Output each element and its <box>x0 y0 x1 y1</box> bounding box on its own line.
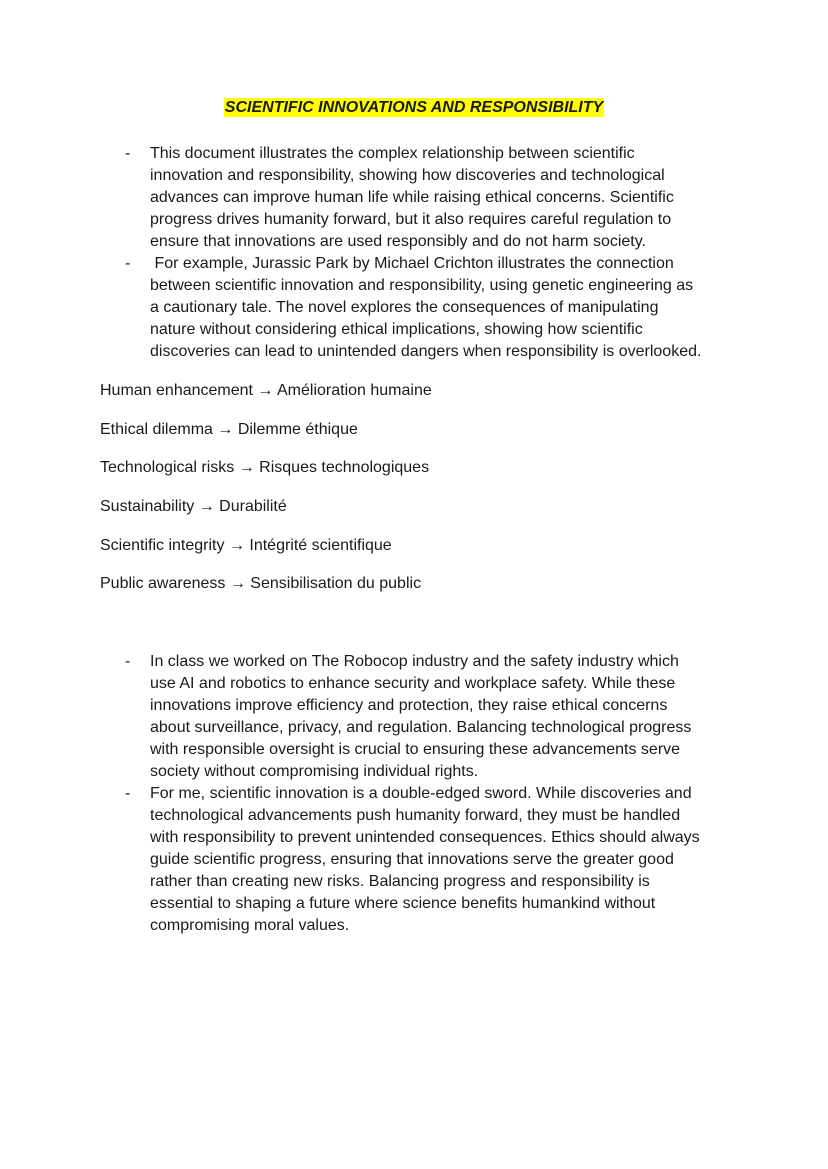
paragraph-line: For me, scientific innovation is a double-edged sword. While discoveries and <box>150 785 692 802</box>
document-title <box>0 99 828 117</box>
bullet-item <box>0 143 828 253</box>
vocabulary-list <box>100 380 432 612</box>
paragraph-line: nature without considering ethical implications, showing how scientific <box>150 321 643 338</box>
bullet-item <box>0 651 828 783</box>
paragraph-line: with responsibility to prevent unintended consequences. Ethics should always <box>150 829 700 846</box>
paragraph-line: technological advancements push humanity forward, they must be handled <box>150 807 681 824</box>
paragraph-line: use AI and robotics to enhance security and workplace safety. While these <box>150 675 676 692</box>
bullet-paragraph <box>150 651 828 783</box>
paragraph-line: progress drives humanity forward, but it also requires careful regulation to <box>150 211 672 228</box>
paragraph-line: between scientific innovation and responsibility, using genetic engineering as <box>150 277 694 294</box>
paragraph-line: society without compromising individual rights. <box>150 763 479 780</box>
bullet-dash: - <box>125 653 131 670</box>
intro-bullet-list <box>0 143 828 363</box>
paragraph-line: with responsible oversight is crucial to ensuring these advancements serve <box>150 741 681 758</box>
paragraph-line: For example, Jurassic Park by Michael Crichton illustrates the connection <box>150 255 674 272</box>
paragraph-line: ensure that innovations are used responsibly and do not harm society. <box>150 233 646 250</box>
bullet-item <box>0 783 828 937</box>
paragraph-line: In class we worked on The Robocop industry and the safety industry which <box>150 653 679 670</box>
paragraph-line: innovation and responsibility, showing how discoveries and technological <box>150 167 665 184</box>
paragraph-line: guide scientific progress, ensuring that innovations serve the greater good <box>150 851 674 868</box>
bullet-dash: - <box>125 145 131 162</box>
vocabulary-item: Sustainability → Durabilité <box>100 498 287 516</box>
paragraph-line: discoveries can lead to unintended dangers when responsibility is overlooked. <box>150 343 702 360</box>
vocabulary-item: Ethical dilemma → Dilemme éthique <box>100 420 358 438</box>
paragraph-line: essential to shaping a future where science benefits humankind without <box>150 895 656 912</box>
bullet-dash: - <box>125 255 131 272</box>
paragraph-line: advances can improve human life while raising ethical concerns. Scientific <box>150 189 674 206</box>
closing-bullet-list <box>0 651 828 937</box>
bullet-dash: - <box>125 785 131 802</box>
bullet-paragraph <box>150 253 828 363</box>
paragraph-line: compromising moral values. <box>150 917 350 934</box>
bullet-paragraph <box>150 143 828 253</box>
vocabulary-item: Public awareness → Sensibilisation du public <box>100 575 422 593</box>
bullet-item <box>0 253 828 363</box>
paragraph-line: a cautionary tale. The novel explores the consequences of manipulating <box>150 299 659 316</box>
paragraph-line: rather than creating new risks. Balancing progress and responsibility is <box>150 873 650 890</box>
vocabulary-item: Human enhancement → Amélioration humaine <box>100 382 432 399</box>
vocabulary-item: Technological risks → Risques technologiques <box>100 459 430 477</box>
paragraph-line: innovations improve efficiency and protection, they raise ethical concerns <box>150 697 668 714</box>
document-title-text: SCIENTIFIC INNOVATIONS AND RESPONSIBILITY <box>224 99 604 116</box>
vocabulary-item: Scientific integrity → Intégrité scientifique <box>100 536 392 554</box>
paragraph-line: about surveillance, privacy, and regulation. Balancing technological progress <box>150 719 692 736</box>
bullet-paragraph <box>150 783 828 937</box>
paragraph-line: This document illustrates the complex relationship between scientific <box>150 145 635 162</box>
